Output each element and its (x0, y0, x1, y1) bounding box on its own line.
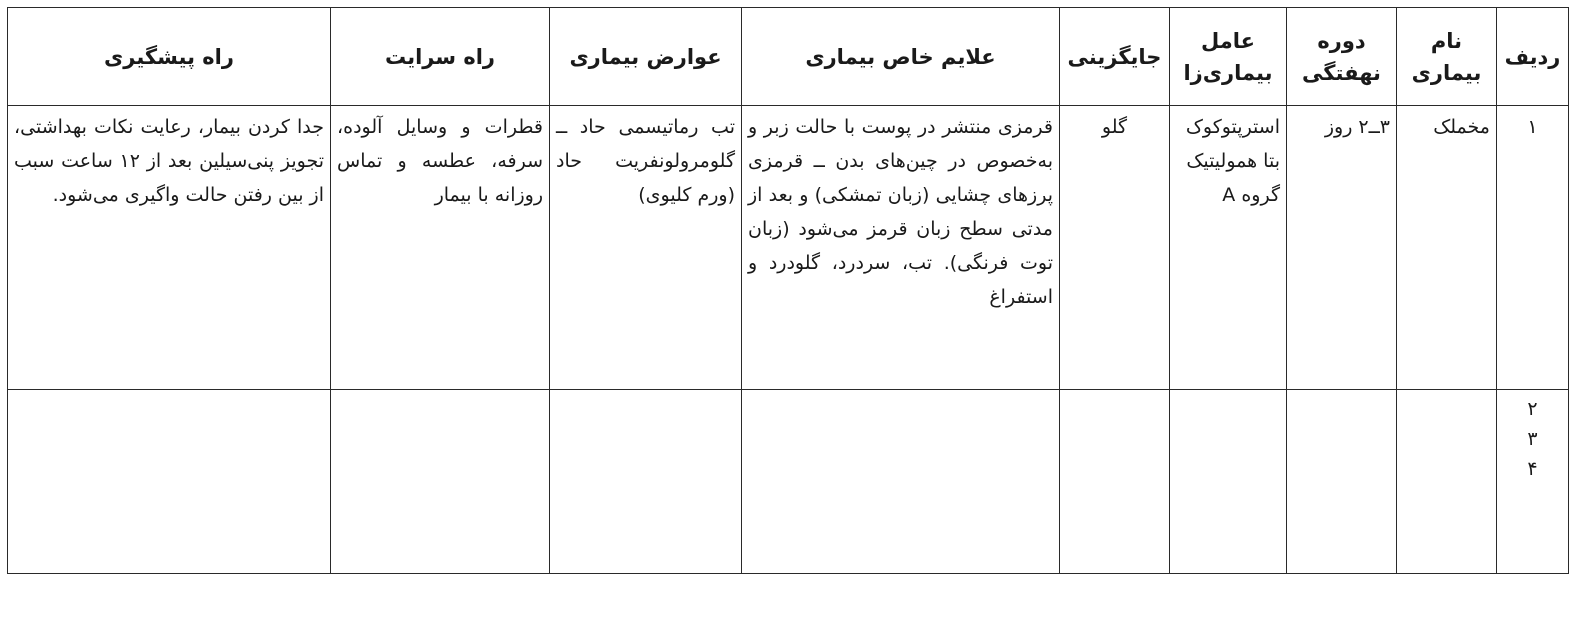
header-location: جایگزینی (1060, 8, 1170, 106)
table-row-empty (8, 390, 1569, 574)
row-number-3: ۳ (1527, 428, 1538, 450)
cell-transmission: قطرات و وسایل آلوده، سرفه، عطسه و تماس روزانه با بیمار (331, 106, 550, 390)
cell-row-numbers-empty (1497, 390, 1569, 574)
empty-cell (1287, 390, 1397, 574)
row-number-2: ۲ (1527, 398, 1538, 420)
cell-prevention: جدا کردن بیمار، رعایت نکات بهداشتی، تجویز پنی‌سیلین بعد از ۱۲ ساعت سبب از بین رفتن حالت واگیری می‌شود. (8, 106, 331, 390)
row-number-4: ۴ (1527, 458, 1538, 480)
cell-location: گلو (1060, 106, 1170, 390)
header-row-number: ردیف (1497, 8, 1569, 106)
header-agent: عامل بیماری‌زا (1170, 8, 1287, 106)
header-transmission: راه سرایت (331, 8, 550, 106)
header-row (8, 8, 1569, 106)
header-incubation: دوره نهفتگی (1287, 8, 1397, 106)
header-symptoms: علایم خاص بیماری (742, 8, 1060, 106)
header-prevention: راه پیشگیری (8, 8, 331, 106)
header-complications: عوارض بیماری (550, 8, 742, 106)
table-row (8, 106, 1569, 390)
cell-incubation: ۳ــ۲ روز (1287, 106, 1397, 390)
header-disease-name: نام بیماری (1397, 8, 1497, 106)
cell-symptoms: قرمزی منتشر در پوست با حالت زبر و به‌خصوص در چین‌های بدن ــ قرمزی پرزهای چشایی (زبان تمشکی) و بعد از مدتی سطح زبان قرمز می‌شود (زبان توت فرنگی). تب، سردرد، گلودرد و استفراغ (742, 106, 1060, 390)
cell-row-number: ۱ (1497, 106, 1569, 390)
empty-cell (8, 390, 331, 574)
page (7, 7, 1569, 574)
cell-disease-name: مخملک (1397, 106, 1497, 390)
cell-agent: استرپتوکوک بتا همولیتیک گروه A (1170, 106, 1287, 390)
empty-cell (1060, 390, 1170, 574)
empty-cell (1170, 390, 1287, 574)
disease-table (7, 7, 1569, 574)
empty-cell (742, 390, 1060, 574)
empty-cell (1397, 390, 1497, 574)
empty-cell (331, 390, 550, 574)
empty-cell (550, 390, 742, 574)
cell-complications: تب رماتیسمی حاد ــ گلومرولونفریت حاد (ورم کلیوی) (550, 106, 742, 390)
